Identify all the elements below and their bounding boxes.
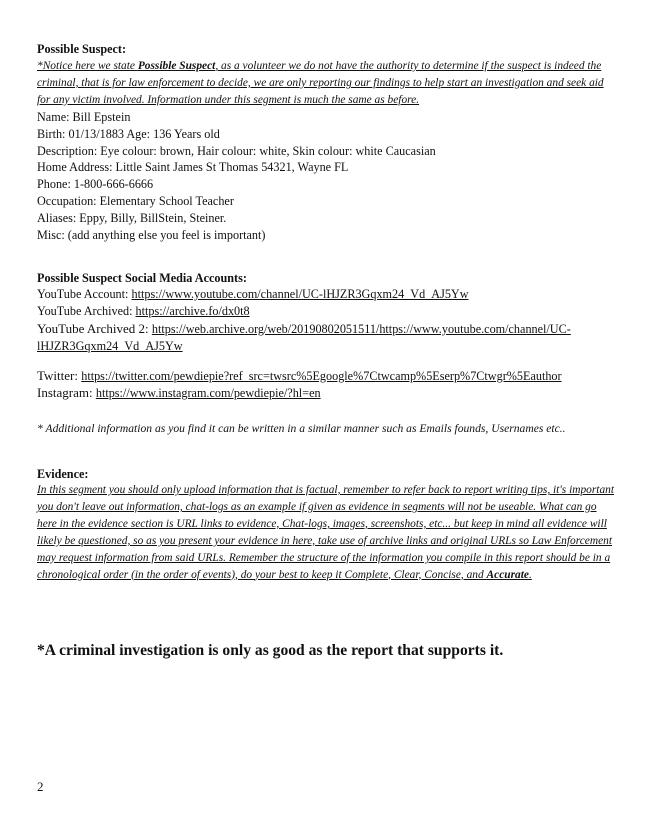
youtube-archived2-label: YouTube Archived 2:	[37, 321, 152, 336]
suspect-name: Name: Bill Epstein	[37, 110, 131, 124]
evidence-body-post: .	[528, 568, 532, 581]
suspect-notice-pre: *Notice here we state	[37, 60, 138, 72]
youtube-archived2-line	[37, 320, 617, 355]
twitter-line	[37, 367, 617, 385]
page-number: 2	[37, 779, 44, 794]
evidence-body	[37, 482, 617, 583]
youtube-link[interactable]: https://www.youtube.com/channel/UC-lHJZR3Gqxm24_Vd_AJ5Yw	[131, 287, 469, 301]
youtube-archived2-link[interactable]: https://web.archive.org/web/20190802051511/https://www.youtube.com/channel/UC-	[151, 322, 571, 336]
suspect-notice	[37, 58, 617, 109]
instagram-line	[37, 384, 617, 402]
twitter-link[interactable]: https://twitter.com/pewdiepie?ref_src=twsrc%5Egoogle%7Ctwcamp%5Eserp%7Ctwgr%5Eauthor	[81, 369, 562, 383]
suspect-occupation: Occupation: Elementary School Teacher	[37, 193, 234, 208]
suspect-fields	[37, 109, 617, 243]
youtube-line	[37, 286, 617, 303]
additional-info-note: * Additional information as you find it can be written in a similar manner such as Emails founds, Usernames etc..	[37, 422, 566, 435]
suspect-heading: Possible Suspect:	[37, 42, 127, 56]
suspect-notice-bold: Possible Suspect	[137, 60, 216, 72]
youtube-archived-line	[37, 303, 617, 320]
suspect-misc: Misc: (add anything else you feel is important)	[37, 227, 266, 242]
youtube-label: YouTube Account:	[37, 287, 132, 301]
suspect-phone: Phone: 1-800-666-6666	[37, 177, 154, 192]
instagram-link[interactable]: https://www.instagram.com/pewdiepie/?hl=en	[95, 386, 321, 400]
instagram-label: Instagram:	[37, 385, 96, 400]
youtube-archived-link[interactable]: https://archive.fo/dx0t8	[135, 304, 250, 318]
closing-statement: *A criminal investigation is only as good as the report that supports it.	[37, 642, 504, 659]
twitter-label: Twitter:	[37, 368, 82, 383]
suspect-birth: Birth: 01/13/1883 Age: 136 Years old	[37, 126, 220, 141]
social-heading: Possible Suspect Social Media Accounts:	[37, 271, 247, 285]
youtube-archived-label: YouTube Archived:	[37, 304, 136, 318]
suspect-address: Home Address: Little Saint James St Thomas 54321, Wayne FL	[37, 160, 349, 175]
suspect-notice-post: , as a volunteer we do not have the authority to determine if the suspect is indeed the criminal, that is for law enforcement to decide, we are only reporting our findings to help start an investigation and seek aid for any victim involved. Information under this segment is much the same as before.	[37, 60, 604, 106]
evidence-body-pre: In this segment you should only upload information that is factual, remember to refer back to report writing tips, it's important you don't leave out information, chat-logs as an example if given as evidence in segments will not be useable. What can go here in the evidence section is URL links to evidence, Chat-logs, images, screenshots, etc... but keep in mind all evidence will likely be questioned, so as you present your evidence in here, take use of archive links and original URLs so Law Enforcement may request information from said URLs. Remember the structure of the information you compile in this report should be in a chronological order (in the order of events), do your best to keep it Complete, Clear, Concise, and	[37, 484, 615, 581]
evidence-heading: Evidence:	[37, 467, 89, 481]
evidence-body-bold: Accurate	[486, 568, 529, 581]
suspect-description: Description: Eye colour: brown, Hair colour: white, Skin colour: white Caucasian	[37, 143, 436, 158]
youtube-archived2-link-cont[interactable]: lHJZR3Gqxm24_Vd_AJ5Yw	[37, 338, 183, 353]
suspect-aliases: Aliases: Eppy, Billy, BillStein, Steiner.	[37, 210, 227, 225]
